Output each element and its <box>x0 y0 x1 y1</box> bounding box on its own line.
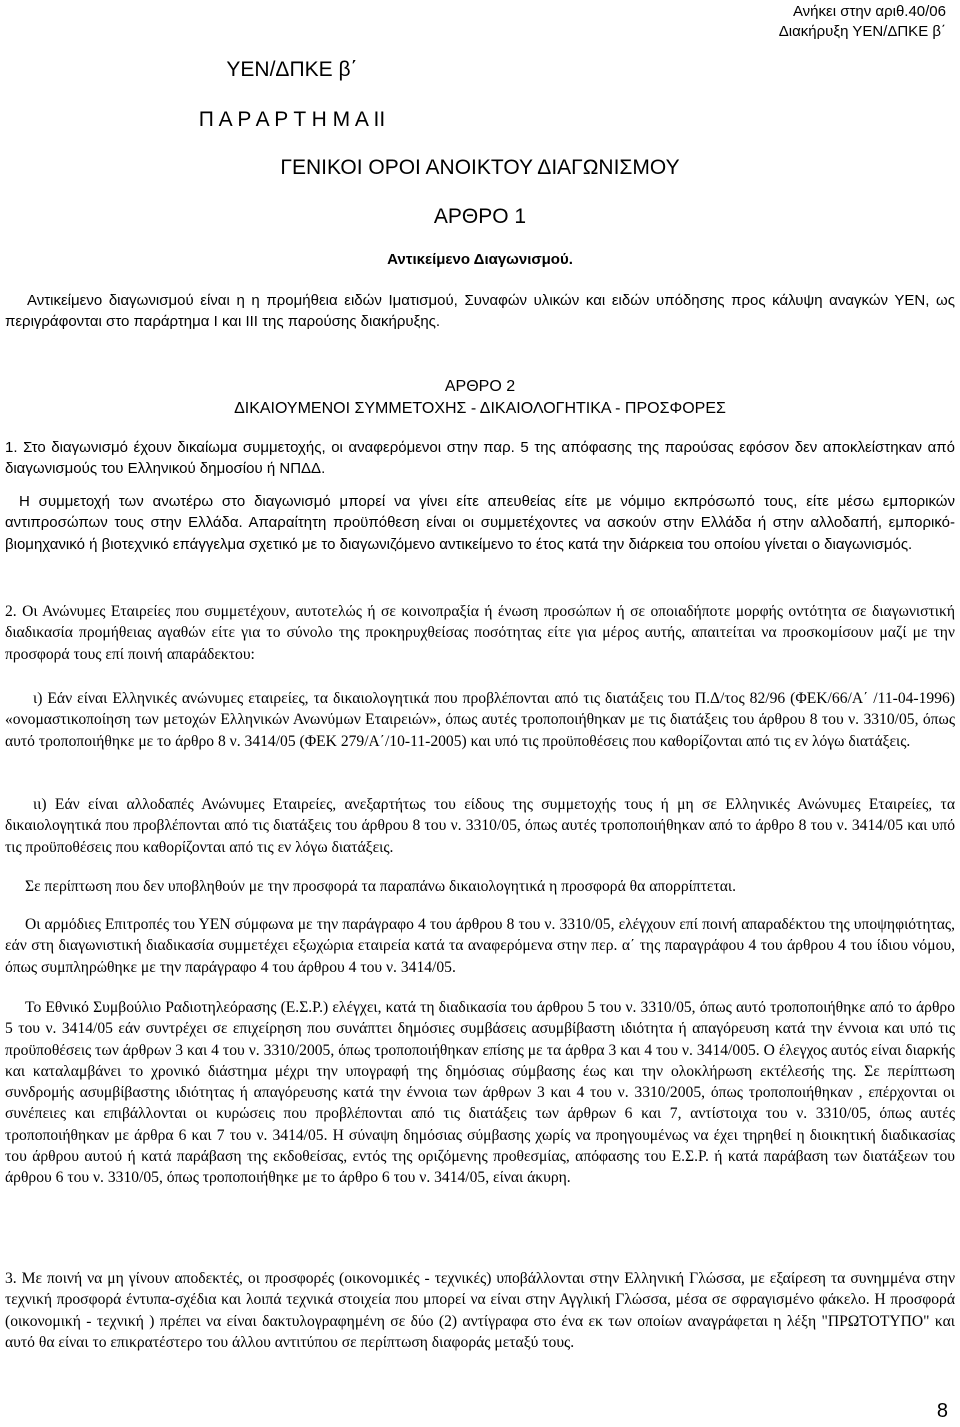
paragraph-2-i: ι) Εάν είναι Ελληνικές ανώνυμες εταιρείες, τα δικαιολογητικά που προβλέπονται από τις διατάξεις του Π.Δ/τος 82/96 (ΦΕΚ/66/Α΄ /11-04-1996) «ονομαστικοποίηση των μετοχών Ελληνικών Ανωνύμων Εταιρειών», όπως αυτές τροποποιήθηκαν με τις διατάξεις του άρθρου 8 του ν. 3310/05, όπως αυτό τροποποιήθηκε με το άρθρο 8 ν. 3414/05 (ΦΕΚ 279/Α΄/10-11-2005) και υπό τις προϋποθέσεις που καθορίζονται από τις εν λόγω διατάξεις. <box>5 690 955 750</box>
reference-line-2: Διακήρυξη ΥΕΝ/ΔΠΚΕ β΄ <box>778 23 946 40</box>
paragraph-1: 1. Στο διαγωνισμό έχουν δικαίωμα συμμετοχής, οι αναφερόμενοι στην παρ. 5 της απόφασης της παρούσας εφόσον δεν αποκλείστηκαν από διαγωνισμούς του Ελληνικού δημοσίου ή ΝΠΔΔ. <box>5 439 955 478</box>
article-1-title: ΑΡΘΡΟ 1 <box>433 205 527 228</box>
paragraph-3: 3. Με ποινή να μη γίνουν αποδεκτές, οι προσφορές (οικονομικές - τεχνικές) υποβάλλονται στην Ελληνική Γλώσσα, με εξαίρεση τα συνημμένα στην τεχνική προσφορά έντυπα-σχέδια και λοιπά τεχνικά στοιχεία που μπορεί να είναι στην Αγγλική Γλώσσα, μέσα σε σφραγισμένο φάκελο. Η προσφορά (οικονομική - τεχνική ) πρέπει να είναι δακτυλογραφημένη σε δύο (2) αντίγραφα στο ένα εκ των οποίων αναγράφεται η λέξη "ΠΡΩΤΟΤΥΠΟ" και αυτό θα είναι το επικρατέστερο του άλλου αντιτύπου σε περίπτωση διαφοράς μεταξύ τους. <box>5 1270 955 1351</box>
paragraph-2-rejection: Σε περίπτωση που δεν υποβληθούν με την προσφορά τα παραπάνω δικαιολογητικά η προσφορά θα απορρίπτεται. <box>25 878 737 895</box>
article-1-text: Αντικείμενο διαγωνισμού είναι η η προμήθεια ειδών Ιματισμού, Συναφών υλικών και ειδών υπόδησης προς κάλυψη αναγκών ΥΕΝ, ως περιγράφονται στο παράρτημα Ι και ΙΙΙ της παρούσης διακήρυξης. <box>5 292 955 331</box>
annex-title: Π Α Ρ Α Ρ Τ Η Μ Α ΙΙ <box>198 108 386 131</box>
article-2-subtitle: ΔΙΚΑΙΟΥΜΕΝΟΙ ΣΥΜΜΕΤΟΧΗΣ - ΔΙΚΑΙΟΛΟΓΗΤΙΚΑ - ΠΡΟΣΦΟΡΕΣ <box>234 400 726 417</box>
paragraph-2-esr: Το Εθνικό Συμβούλιο Ραδιοτηλεόρασης (Ε.Σ.Ρ.) ελέγχει, κατά τη διαδικασία του άρθρου 5 του ν. 3310/05, όπως αυτό τροποποιήθηκε από το άρθρο 5 του ν. 3414/05 εάν συντρέχει σε επιχείρηση που συνάπτει δημόσιες συμβάσεις ασυμβίβαστη ιδιότητα ή απαγόρευση κατά την έννοια και υπό τις προϋποθέσεις των άρθρων 3 και 4 του ν. 3310/2005, όπως τροποποιήθηκαν επίσης με τα άρθρα 3 και 4 του ν. 3414/005. Ο έλεγχος αυτός είναι διαρκής και καταλαμβάνει το χρονικό διάστημα μέχρι την υπογραφή της δημόσιας σύμβασης έως και την ολοκλήρωση εκτέλεσής της. Σε περίπτωση συνδρομής ασυμβίβαστης ιδιότητας ή απαγόρευσης κατά την έννοια των άρθρων 3 και 4 του ν. 3310/2005, όπως τροποποιήθηκαν , επέρχονται οι συνέπειες και επιβάλλονται οι κυρώσεις που προβλέπονται από τις διατάξεις των άρθρων 6 και 7, αντίστοιχα του ν. 3310/05, όπως αυτές τροποποιήθηκαν με άρθρα 6 και 7 του ν. 3414/05. Η σύναψη δημόσιας σύμβασης χωρίς να προηγουμένως να έχει τηρηθεί η διοικητική διαδικασίας του άρθρου αυτού ή κατά παράβαση της εκδοθείσας, εντός της οριζόμενης προθεσμίας, απόφασης του Ε.Σ.Ρ. ή κατά παράβαση των διατάξεων του άρθρου 6 του ν. 3310/05, όπως τροποποιήθηκε με το άρθρο 6 του ν. 3414/05, είναι άκυρη. <box>5 999 955 1187</box>
page-number: 8 <box>936 1400 948 1422</box>
paragraph-2-ii: ιι) Εάν είναι αλλοδαπές Ανώνυμες Εταιρείες, ανεξαρτήτως του είδους της συμμετοχής τους ή μη σε Ελληνικές Ανώνυμες Εταιρείες, τα δικαιολογητικά που προβλέπονται από τις διατάξεις του άρθρου 8 του ν. 3310/05, όπως αυτές τροποποιήθηκαν από το άρθρο 8 του ν. 3414/05 και υπό τις προϋποθέσεις που καθορίζονται από τις εν λόγω διατάξεις. <box>5 796 955 856</box>
reference-line-1: Ανήκει στην αριθ.40/06 <box>792 3 946 20</box>
org-title: ΥΕΝ/ΔΠΚΕ β΄ <box>226 58 358 81</box>
document-reference <box>779 2 946 42</box>
general-terms-title: ΓΕΝΙΚΟΙ ΟΡΟΙ ΑΝΟΙΚΤΟΥ ΔΙΑΓΩΝΙΣΜΟΥ <box>280 156 680 179</box>
paragraph-1b: Η συμμετοχή των ανωτέρω στο διαγωνισμό μπορεί να γίνει είτε απευθείας είτε με νόμιμο εκπρόσωπό τους, είτε μέσω εμπορικών αντιπροσώπων τους στην Ελλάδα. Απαραίτητη προϋπόθεση είναι οι συμμετέχοντες να ασκούν στην Ελλάδα ή στην αλλοδαπή, εμπορικό-βιομηχανικό ή βιοτεχνικό επάγγελμα σχετικό με το διαγωνιζόμενο αντικείμενο το έτος κατά την διάρκεια του οποίου γίνεται ο διαγωνισμός. <box>5 493 955 553</box>
article-1-subtitle: Αντικείμενο Διαγωνισμού. <box>387 251 573 268</box>
article-2-title: ΑΡΘΡΟ 2 <box>444 378 516 395</box>
paragraph-2: 2. Οι Ανώνυμες Εταιρείες που συμμετέχουν, αυτοτελώς ή σε κοινοπραξία ή ένωση προσώπων ή σε οποιαδήποτε μορφής οντότητα σε διαγωνιστική διαδικασία προμήθειας αγαθών είτε για το σύνολο της προκηρυχθείσας ποσότητας είτε για μέρος αυτής, απαιτείται να προσκομίσουν μαζί με την προσφορά τους επί ποινή απαράδεκτου: <box>5 603 955 663</box>
paragraph-2-committees: Οι αρμόδιες Επιτροπές του ΥΕΝ σύμφωνα με την παράγραφο 4 του άρθρου 8 του ν. 3310/05, ελέγχουν επί ποινή απαραδέκτου της υποψηφιότητας, εάν στη διαγωνιστική διαδικασία συμμετέχει εξωχώρια εταιρεία κατά τα αναφερόμενα στην περ. α΄ της παραγράφου 4 του άρθρου 4 του ίδιου νόμου, όπως συμπληρώθηκε με την παράγραφο 4 του άρθρου 4 του ν. 3414/05. <box>5 916 955 976</box>
